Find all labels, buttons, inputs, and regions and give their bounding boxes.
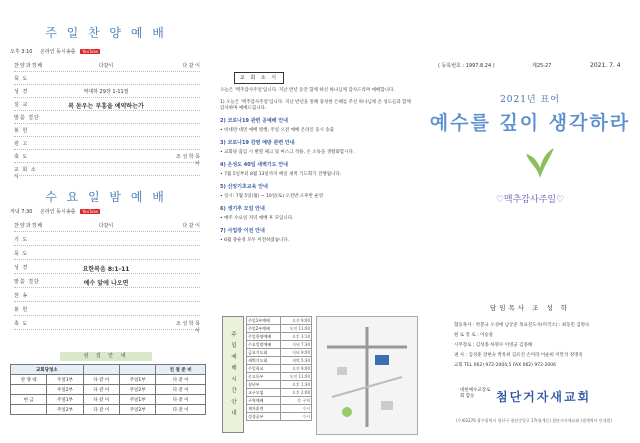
schedule-time: 오후 2:00 <box>281 389 312 397</box>
schedule-row <box>247 357 312 365</box>
order-label: 찬양과경배 <box>14 223 44 229</box>
order-label: 봉 헌 <box>14 307 29 313</box>
service-table <box>10 364 206 415</box>
order-row <box>14 127 200 136</box>
service-cell: 다 같 이 <box>83 395 119 405</box>
order-row <box>14 88 200 97</box>
service-cell: 다 같 이 <box>156 375 206 385</box>
order-row <box>14 62 200 71</box>
order-divider <box>14 123 200 124</box>
schedule-name: 중고등부 <box>247 373 281 381</box>
order-content: 다같이 <box>98 63 114 69</box>
news-item <box>220 216 416 222</box>
order-content: 역대하 29장 1-11절 <box>83 89 129 95</box>
news-text: • 6월 중순경 모두 이전하였습니다. <box>220 238 290 243</box>
order-label: 축 도 <box>14 154 29 160</box>
order-row <box>14 278 200 287</box>
news-heading <box>220 140 416 147</box>
news-heading <box>220 206 416 213</box>
church-address: (우)62276 광주광역시 광산구 첨단중앙로 17(월계동) 첨단거자새교회 (생계역사 안내원) <box>456 418 612 423</box>
leaf-icon <box>520 142 560 182</box>
year-motto: 2021년 표어 <box>500 95 560 105</box>
church-news-panel <box>212 0 420 443</box>
order-row <box>14 153 200 167</box>
news-text: • 7월 5일부터 8월 13일까지 매일 새벽 기도회가 진행됩니다. <box>220 172 342 177</box>
service-cell: 다 같 이 <box>83 375 119 385</box>
order-label: 축 도 <box>14 321 29 327</box>
schedule-name: 주일1부예배 <box>247 317 281 325</box>
schedule-title: 주 일 예 배 시 간 안 내 <box>222 316 244 433</box>
schedule-time: 오후 3:10 <box>281 333 312 341</box>
news-text: 4) 온성도 40일 새벽기도 안내 <box>220 162 288 168</box>
online-label-2: 온라인 동시송출 <box>40 209 76 215</box>
news-heading <box>220 162 416 169</box>
schedule-time: 저녁 9:00 <box>281 349 312 357</box>
order-divider <box>14 110 200 111</box>
order-row <box>14 114 200 123</box>
order-label: 설 교 <box>14 102 29 108</box>
wednesday-time: 저녁 7:30 <box>10 209 33 215</box>
sunday-time-line <box>10 48 100 55</box>
service-cell: 주일1부 <box>47 375 83 385</box>
sunday-time: 오후 3:10 <box>10 49 33 55</box>
schedule-row <box>247 317 312 325</box>
motto-title: 예수를 깊이 생각하라 <box>429 112 631 134</box>
news-text: 3) 코로나19 감염 예방 관련 안내 <box>220 140 295 146</box>
map-icon <box>317 317 417 434</box>
schedule-row <box>247 373 312 381</box>
order-label: 봉 헌 <box>14 128 29 134</box>
order-divider <box>14 149 200 150</box>
news-text: 5) 신앙기초교육 안내 <box>220 184 268 190</box>
service-header-cell <box>83 365 119 375</box>
order-row <box>14 320 200 334</box>
news-item <box>220 172 416 178</box>
order-leader: 조 성 학 목 사 <box>175 321 200 334</box>
youtube-icon: YouTube <box>82 49 99 54</box>
order-divider <box>14 273 200 274</box>
news-item <box>220 238 416 244</box>
news-text: 1) 오늘은 '맥추감사주일'입니다. 지난 반년을 통해 풍성한 은혜를 주신 하나님께 온 성도들과 함께 감사하며 예배드립니다. <box>220 100 411 111</box>
schedule-name: 수요일밤예배 <box>247 341 281 349</box>
schedule-row <box>247 381 312 389</box>
order-divider <box>14 315 200 316</box>
staff-line: 시무장로 : 김성종 하명수 이영균 김종해 <box>454 343 533 348</box>
service-header-cell <box>119 365 155 375</box>
order-row <box>14 292 200 301</box>
schedule-name: 교구모임 <box>247 389 281 397</box>
order-divider <box>14 97 200 98</box>
news-text: • 비대면·대면 예배 병행, 주일 오전 예배 온라인 동시 송출 <box>220 128 335 133</box>
service-cell: 주일1부 <box>119 375 155 385</box>
service-cell: 찬 양 대 <box>11 375 47 385</box>
schedule-name: 금요기도회 <box>247 349 281 357</box>
news-text: • 일시: 7월 5일(월) ~ 10일(토) 오전반·오후반 운영 <box>220 194 324 199</box>
order-divider <box>14 231 200 232</box>
worship-order-panel <box>0 0 212 443</box>
service-label: 섬 김 안 내 <box>60 352 152 361</box>
order-divider <box>14 329 200 330</box>
news-text: 6) 생기추 모임 안내 <box>220 206 265 212</box>
sunday-worship-title: 주 일 찬 양 예 배 <box>45 26 167 40</box>
service-cell: 다 같 이 <box>83 385 119 395</box>
wednesday-time-line <box>10 208 100 215</box>
schedule-row <box>247 397 312 405</box>
order-row <box>14 306 200 315</box>
schedule-row <box>247 365 312 373</box>
order-label: 묵 도 <box>14 251 29 257</box>
denomination: 대한예수교장로회 합동 <box>460 388 491 399</box>
order-content: 요한복음 8:1-11 <box>82 266 130 273</box>
news-heading <box>220 118 416 125</box>
schedule-time: 오전 11:00 <box>281 373 312 381</box>
staff-line: 권 사 : 김성훈 장현숙 박옥희 김유진 손미라 이순희 이만석 정명옥 <box>454 353 583 358</box>
order-row <box>14 236 200 245</box>
order-label: 성 경 <box>14 89 29 95</box>
schedule-time: 새벽 5:30 <box>281 357 312 365</box>
order-leader: 조 성 학 목 사 <box>175 154 200 167</box>
service-cell: 다 같 이 <box>83 405 119 415</box>
order-divider <box>14 287 200 288</box>
schedule-name: 제자훈련 <box>247 405 281 413</box>
schedule-row <box>247 341 312 349</box>
order-label: 성 경 <box>14 265 29 271</box>
pastor-name: 담임목사 조 성 학 <box>489 304 571 312</box>
schedule-name: 성경공부 <box>247 413 281 421</box>
order-divider <box>14 136 200 137</box>
order-divider <box>14 259 200 260</box>
order-label: 말씀 결단 <box>14 279 40 285</box>
staff-line: 원 로 장 로 : 이승중 <box>454 333 494 338</box>
order-leader: 다 같 이 <box>182 223 200 229</box>
schedule-time: 오전 9:00 <box>281 317 312 325</box>
service-cell: 주일1부 <box>47 395 83 405</box>
order-content: 복 돋우는 부흥을 예약하는가 <box>68 103 144 110</box>
cover-panel <box>420 0 640 443</box>
order-divider <box>14 71 200 72</box>
news-item <box>220 100 416 112</box>
online-label: 온라인 동시송출 <box>40 49 76 55</box>
schedule-row <box>247 325 312 333</box>
schedule-name: 구역예배 <box>247 397 281 405</box>
order-leader: 다 같 이 <box>182 63 200 69</box>
service-header-cell: 교회당청소 <box>11 365 84 375</box>
schedule-name: 청년부 <box>247 381 281 389</box>
service-cell: 현 금 <box>11 395 47 405</box>
order-label: 묵 도 <box>14 76 29 82</box>
news-text: • 매주 수요일 저녁 예배 후 모입니다. <box>220 216 294 221</box>
order-label: 말씀 결단 <box>14 115 40 121</box>
news-text: 7) 사업장 이전 안내 <box>220 228 265 234</box>
church-map <box>316 316 418 435</box>
order-label: 교 회 소 식 <box>14 167 37 180</box>
sub-title: ♡맥추감사주일♡ <box>495 195 565 205</box>
staff-line: 협동목사 : 박봉규 오성애 남궁준 목표전도사(미국소) : 최동민 김명숙 <box>454 323 590 328</box>
schedule-row <box>247 349 312 357</box>
order-label: 기 도 <box>14 237 29 243</box>
news-item <box>220 88 416 94</box>
schedule-row <box>247 413 312 421</box>
news-text: 2) 코로나19 관련 공예배 안내 <box>220 118 288 124</box>
order-label: 찬 송 <box>14 293 29 299</box>
schedule-row <box>247 333 312 341</box>
wednesday-worship-title: 수 요 일 밤 예 배 <box>45 190 167 204</box>
order-label: 찬양과경배 <box>14 63 44 69</box>
order-row <box>14 222 200 231</box>
service-cell <box>11 385 47 395</box>
bulletin-date: 2021. 7. 4 <box>590 62 621 69</box>
order-divider <box>14 301 200 302</box>
schedule-row <box>247 405 312 413</box>
order-divider <box>14 175 200 176</box>
service-cell: 주일2부 <box>47 405 83 415</box>
schedule-time: 수시 <box>281 413 312 421</box>
news-heading <box>220 184 416 191</box>
order-divider <box>14 245 200 246</box>
schedule-name: 주일학교 <box>247 365 281 373</box>
schedule-time: 수시 <box>281 405 312 413</box>
news-header: 교 회 소 식 <box>234 72 284 84</box>
schedule-time: 오후 1:30 <box>281 381 312 389</box>
order-row <box>14 75 200 84</box>
service-cell: 다 같 이 <box>156 385 206 395</box>
order-row <box>14 166 200 180</box>
news-item <box>220 150 416 156</box>
schedule-name: 주일찬양예배 <box>247 333 281 341</box>
order-row <box>14 101 200 110</box>
schedule-time: 저녁 7:30 <box>281 341 312 349</box>
youtube-icon-2: YouTube <box>82 209 99 214</box>
order-label: 광 고 <box>14 141 29 147</box>
service-cell: 주일2부 <box>119 405 155 415</box>
schedule-time: 각 구역 <box>281 397 312 405</box>
service-cell <box>11 405 47 415</box>
schedule-time: 오전 11:00 <box>281 325 312 333</box>
volume-number: 제25-27 <box>532 63 552 69</box>
schedule-name: 새벽기도회 <box>247 357 281 365</box>
news-heading <box>220 228 416 235</box>
order-divider <box>14 84 200 85</box>
order-row <box>14 140 200 149</box>
news-item <box>220 194 416 200</box>
staff-line: 교회 TEL 062) 972-2004,5 FAX 062) 972-2006 <box>454 363 557 368</box>
news-text: 오늘은 '맥추감사주일'입니다. 지난 반년 동안 함께 하신 하나님께 감사드리며 예배합니다. <box>220 88 395 93</box>
news-item <box>220 128 416 134</box>
order-row <box>14 264 200 273</box>
schedule-name: 주일2부예배 <box>247 325 281 333</box>
service-header-cell: 친 절 준 비 <box>156 365 206 375</box>
service-cell: 다 같 이 <box>156 405 206 415</box>
order-content: 다같이 <box>98 223 114 229</box>
service-cell: 다 같 이 <box>156 395 206 405</box>
church-name: 첨단거자새교회 <box>496 390 592 404</box>
schedule-time: 오전 9:00 <box>281 365 312 373</box>
news-text: • 교회당 출입 시 발열 체크 및 마스크 착용, 손 소독을 생활화합시다. <box>220 150 355 155</box>
service-cell: 주일1부 <box>119 395 155 405</box>
registration-number: ( 등록번호 : 1997.8.24 ) <box>438 63 495 69</box>
schedule-row <box>247 389 312 397</box>
service-cell: 주일2부 <box>119 385 155 395</box>
schedule-table <box>246 316 312 421</box>
order-divider <box>14 162 200 163</box>
service-cell: 주일2부 <box>47 385 83 395</box>
order-content: 예수 앞에 나오면 <box>83 280 129 287</box>
order-row <box>14 250 200 259</box>
